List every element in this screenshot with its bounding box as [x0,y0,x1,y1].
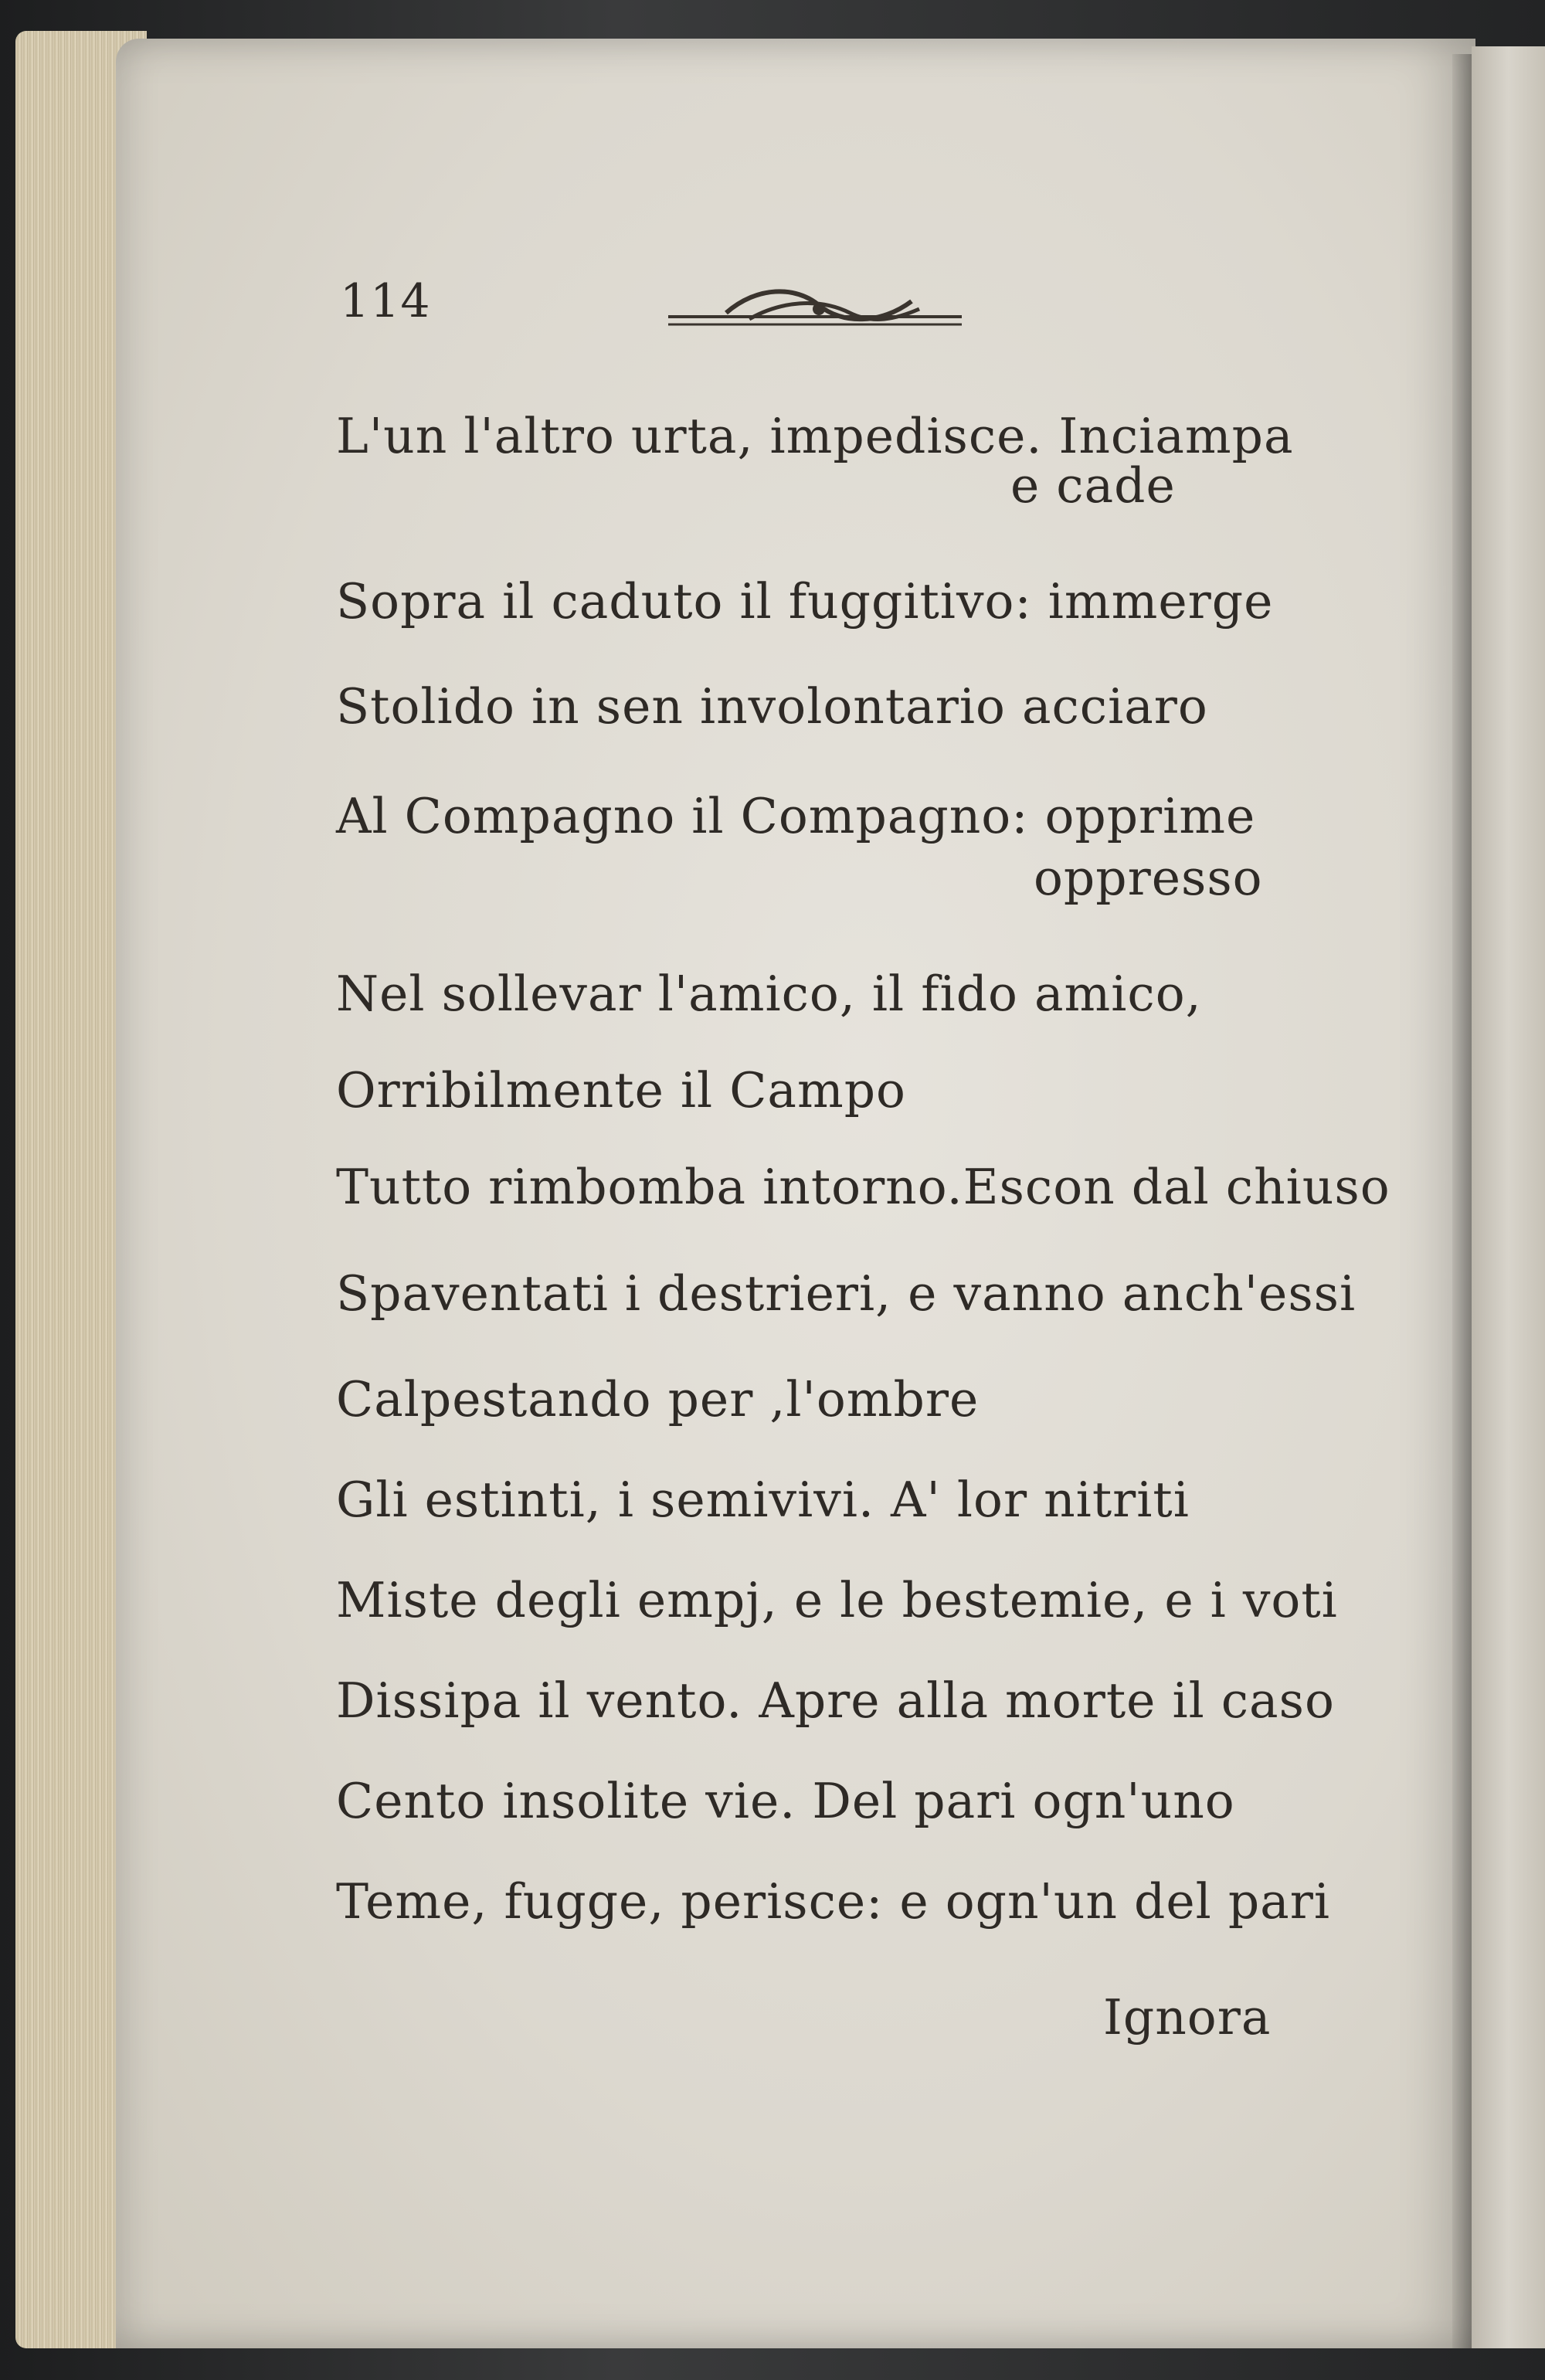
verse-line-10: Gli estinti, i semivivi. A' lor nitriti [336,1472,1190,1528]
verse-line-6: Orribilmente il Campo [336,1062,906,1119]
verse-line-13: Cento insolite vie. Del pari ogn'uno [336,1773,1235,1829]
verse-line-1: L'un l'altro urta, impedisce. Inciampa [336,408,1294,464]
verse-line-7: Tutto rimbomba intorno.Escon dal chiuso [336,1159,1390,1215]
page-number: 114 [340,274,431,328]
verse-line-3: Stolido in sen involontario acciaro [336,678,1208,735]
verse-line-4-continuation: oppresso [1034,850,1263,906]
verse-line-4: Al Compagno il Compagno: opprime [336,788,1256,844]
verse-line-12: Dissipa il vento. Apre alla morte il caso [336,1672,1335,1729]
facing-page-edge [1472,46,1545,2348]
verse-line-8: Spaventati i destrieri, e vanno anch'essi [336,1265,1357,1322]
verse-line-5: Nel sollevar l'amico, il fido amico, [336,966,1202,1022]
verse-line-14: Teme, fugge, perisce: e ogn'un del pari [336,1873,1330,1930]
header-ornament-icon [664,282,966,336]
verse-line-9: Calpestando per ,l'ombre [336,1371,980,1428]
verse-line-2: Sopra il caduto il fuggitivo: immerge [336,573,1274,630]
verse-line-11: Miste degli empj, e le bestemie, e i voti [336,1572,1338,1628]
catchword: Ignora [1103,1989,1272,2046]
verse-line-1-continuation: e cade [1010,457,1176,514]
